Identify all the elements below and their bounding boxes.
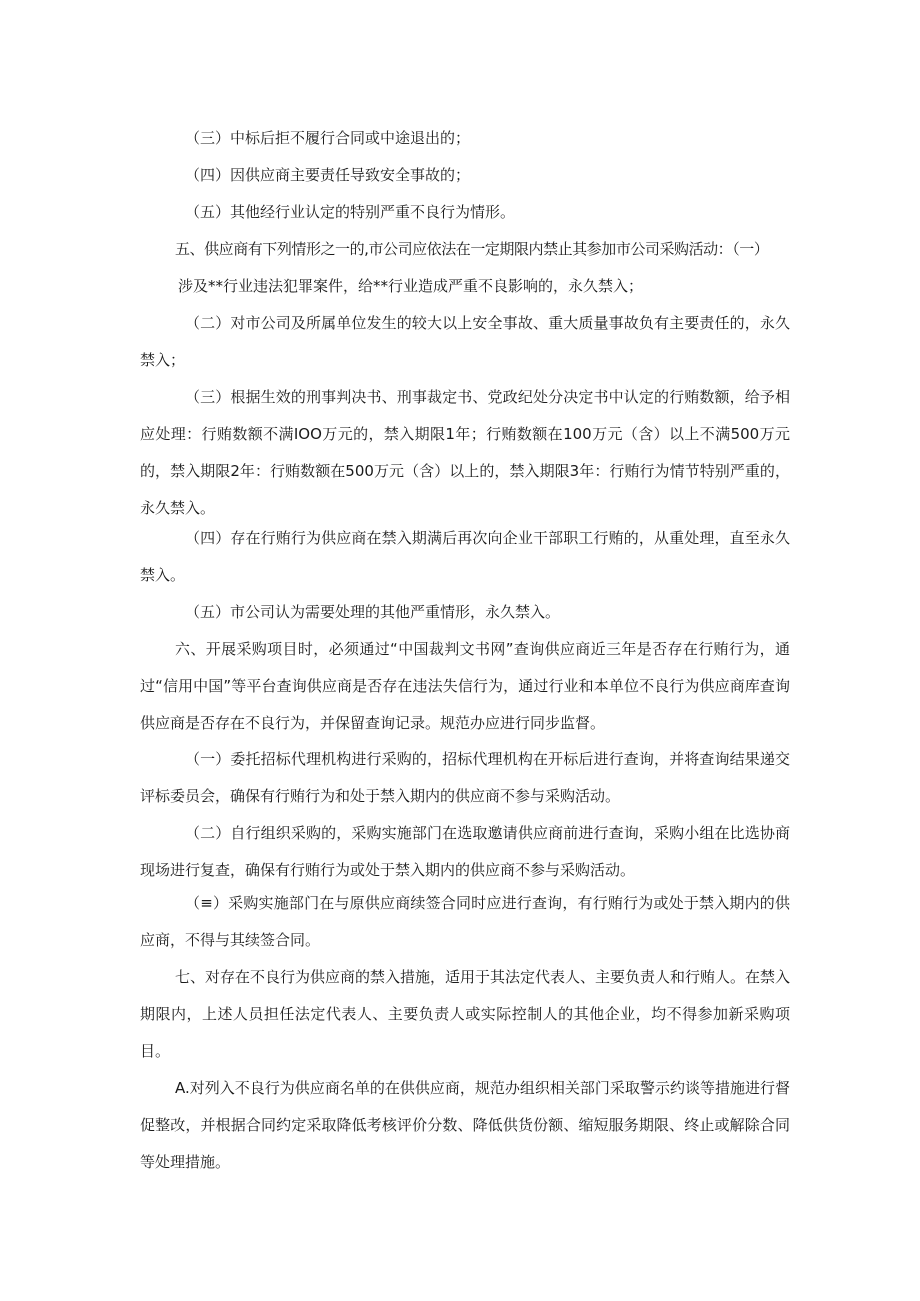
section-7-heading: 七、对存在不良行为供应商的禁入措施，适用于其法定代表人、主要负责人和行贿人。在禁入期限内，上述人员担任法定代表人、主要负责人或实际控制人的其他企业，均不得参加新采购项目。: [140, 968, 791, 1060]
section-6-heading: 六、开展采购项目时，必须通过“中国裁判文书网”查询供应商近三年是否存在行贿行为，通过“信用中国”等平台查询供应商是否存在违法失信行为，通过行业和本单位不良行为供应商库查询供应商是否存在不良行为，并保留查询记录。规范办应进行同步监督。: [140, 640, 790, 732]
section-5-heading: 五、供应商有下列情形之一的,市公司应依法在一定期限内禁止其参加市公司采购活动：（一）: [175, 240, 769, 258]
section-5-item-3: （三）根据生效的刑事判决书、刑事裁定书、党政纪处分决定书中认定的行贿数额，给予相应处理：行贿数额不满IOO万元的，禁入期限1年；行贿数额在100万元（含）以上不满500万元的，禁入期限2年：行贿数额在500万元（含）以上的，禁入期限3年：行贿行为情节特别严重的，永久禁入。: [140, 388, 790, 517]
paragraph-5-other-severe: （五）其他经行业认定的特别严重不良行为情形。: [185, 203, 516, 221]
paragraph-3-refuse-contract: （三）中标后拒不履行合同或中途退出的；: [185, 129, 471, 147]
section-5-item-5: （五）市公司认为需要处理的其他严重情形，永久禁入。: [185, 603, 561, 621]
section-5-item-4: （四）存在行贿行为供应商在禁入期满后再次向企业干部职工行贿的，从重处理，直至永久禁入。: [140, 529, 790, 584]
section-5-item-1: 涉及**行业违法犯罪案件，给**行业造成严重不良影响的，永久禁入；: [178, 277, 644, 295]
section-6-item-1: （一）委托招标代理机构进行采购的，招标代理机构在开标后进行查询，并将查询结果递交评标委员会，确保有行贿行为和处于禁入期内的供应商不参与采购活动。: [140, 750, 790, 805]
section-5-item-2: （二）对市公司及所属单位发生的较大以上安全事故、重大质量事故负有主要责任的，永久禁入；: [140, 314, 790, 369]
section-7-item-a: A.对列入不良行为供应商名单的在供供应商，规范办组织相关部门采取警示约谈等措施进行督促整改，并根据合同约定采取降低考核评价分数、降低供货份额、缩短服务期限、终止或解除合同等处理措施。: [140, 1079, 790, 1171]
paragraph-4-safety-accident: （四）因供应商主要责任导致安全事故的；: [185, 166, 471, 184]
section-6-item-2: （二）自行组织采购的，采购实施部门在选取邀请供应商前进行查询，采购小组在比选协商现场进行复查，确保有行贿行为或处于禁入期内的供应商不参与采购活动。: [140, 824, 790, 879]
section-6-item-3: （≡）采购实施部门在与原供应商续签合同时应进行查询，有行贿行为或处于禁入期内的供应商，不得与其续签合同。: [140, 894, 790, 949]
